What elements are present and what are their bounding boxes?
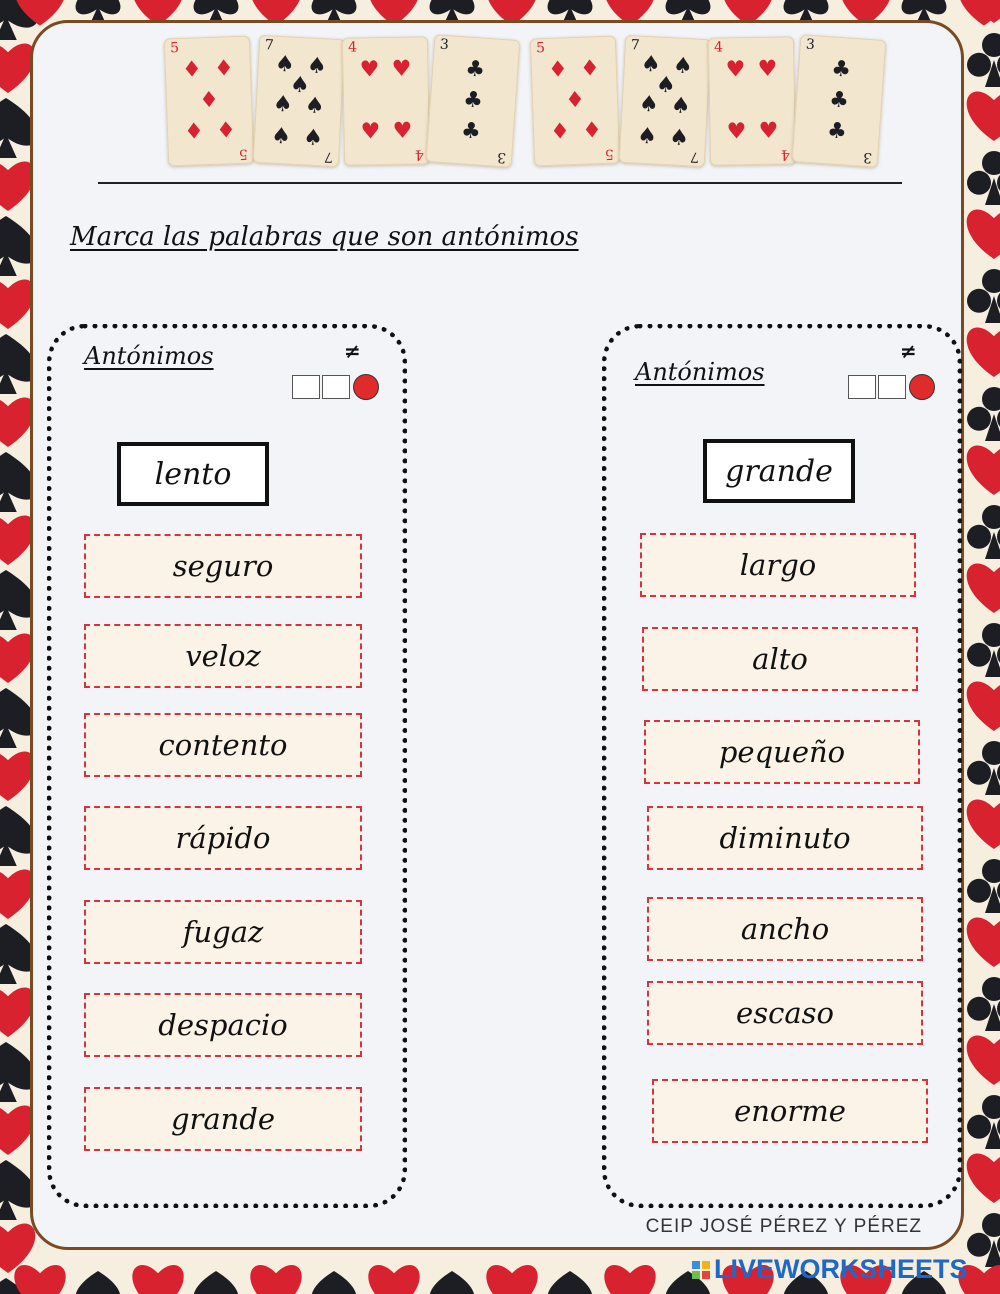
spade-pip-icon: ♠: [668, 125, 690, 152]
heart-pip-icon: ♥: [359, 57, 380, 83]
card-3-clubs: [426, 34, 521, 168]
heart-icon: [967, 799, 1000, 849]
card-rank: 3: [496, 148, 507, 166]
club-icon: [982, 623, 1000, 647]
heart-pip-icon: ♥: [726, 119, 747, 145]
option-fugaz[interactable]: fugaz: [84, 900, 362, 964]
spade-pip-icon: ♠: [289, 72, 311, 99]
card-rank: 7: [630, 37, 641, 54]
club-icon: [967, 289, 991, 313]
heart-icon: [967, 209, 1000, 259]
heart-icon: [250, 1265, 301, 1294]
spade-pip-icon: ♠: [638, 91, 660, 118]
key-word: lento: [117, 442, 269, 506]
heart-pip-icon: ♥: [360, 119, 381, 145]
card-4-hearts: [708, 36, 796, 165]
club-icon: [967, 407, 991, 431]
card-rank: 5: [604, 145, 615, 162]
heart-icon: [14, 1265, 65, 1294]
heart-pip-icon: ♥: [757, 56, 778, 82]
option-escaso[interactable]: escaso: [647, 981, 923, 1045]
red-dot-icon: [353, 374, 379, 400]
card-rank: 7: [323, 148, 334, 165]
club-icon: [967, 761, 991, 785]
empty-box-icon: [878, 375, 906, 399]
heart-icon: [486, 1265, 537, 1294]
spade-pip-icon: ♠: [272, 91, 294, 118]
card-rank: 3: [862, 148, 873, 166]
red-dot-icon: [909, 374, 935, 400]
club-icon: [982, 1213, 1000, 1237]
spade-pip-icon: ♠: [655, 72, 677, 99]
heart-icon: [967, 917, 1000, 967]
heart-icon: [967, 1035, 1000, 1085]
panel-title: Antónimos: [84, 342, 214, 370]
card-rank: 7: [264, 37, 275, 54]
club-icon: [982, 741, 1000, 765]
heart-pip-icon: ♥: [758, 118, 779, 144]
card-3-clubs: [792, 34, 887, 168]
option-alto[interactable]: alto: [642, 627, 918, 691]
club-icon: [967, 643, 991, 667]
club-pip-icon: ♣: [830, 56, 852, 83]
card-4-hearts: [342, 36, 430, 165]
card-7-spades: [253, 35, 346, 167]
card-rank: 4: [414, 146, 425, 163]
spade-pip-icon: ♠: [306, 53, 328, 80]
heart-icon: [967, 327, 1000, 377]
diamond-pip-icon: ♦: [549, 119, 571, 145]
option-enorme[interactable]: enorme: [652, 1079, 928, 1143]
club-icon: [982, 269, 1000, 293]
instruction-text: Marca las palabras que son antónimos: [70, 222, 579, 252]
club-icon: [982, 1095, 1000, 1119]
option-veloz[interactable]: veloz: [84, 624, 362, 688]
heart-pip-icon: ♥: [391, 56, 412, 82]
spade-pip-icon: ♠: [302, 125, 324, 152]
not-equal-icon: ≠: [344, 339, 361, 363]
club-icon: [967, 1115, 991, 1139]
club-icon: [982, 505, 1000, 529]
diamond-pip-icon: ♦: [564, 87, 586, 114]
card-5-diamonds: [530, 36, 620, 167]
spade-icon: [194, 1271, 239, 1294]
heart-pip-icon: ♥: [725, 57, 746, 83]
heart-icon: [967, 681, 1000, 731]
club-pip-icon: ♣: [460, 118, 482, 145]
card-rank: 4: [780, 146, 791, 163]
club-pip-icon: ♣: [828, 87, 850, 114]
key-word: grande: [703, 439, 855, 503]
liveworksheets-logo: [692, 1254, 968, 1285]
club-pip-icon: ♣: [462, 87, 484, 114]
diamond-pip-icon: ♦: [579, 56, 601, 82]
spade-pip-icon: ♠: [672, 53, 694, 80]
spade-pip-icon: ♠: [670, 93, 692, 120]
brand-text: LIVEWORKSHEETS: [714, 1254, 968, 1284]
option-seguro[interactable]: seguro: [84, 534, 362, 598]
club-pip-icon: ♣: [826, 118, 848, 145]
card-rank: 4: [347, 39, 358, 56]
card-rank: 7: [689, 148, 700, 165]
heart-icon: [967, 1153, 1000, 1203]
playing-cards-banner: [0, 0, 1000, 200]
diamond-pip-icon: ♦: [213, 56, 235, 82]
diamond-pip-icon: ♦: [547, 57, 569, 83]
option-ancho[interactable]: ancho: [647, 897, 923, 961]
diamond-pip-icon: ♦: [198, 87, 220, 114]
card-rank: 3: [439, 36, 450, 54]
header-divider: [98, 182, 902, 184]
empty-box-icon: [848, 375, 876, 399]
spade-icon: [312, 1271, 357, 1294]
option-pequeno[interactable]: pequeño: [644, 720, 920, 784]
card-rank: 5: [238, 145, 249, 162]
club-icon: [967, 525, 991, 549]
option-rapido[interactable]: rápido: [84, 806, 362, 870]
club-icon: [967, 1233, 991, 1257]
option-grande[interactable]: grande: [84, 1087, 362, 1151]
card-rank: 5: [169, 40, 180, 57]
heart-icon: [132, 1265, 183, 1294]
spade-icon: [76, 1271, 121, 1294]
card-7-spades: [619, 35, 712, 167]
liveworksheets-blocks-icon: [692, 1261, 710, 1279]
spade-icon: [430, 1271, 475, 1294]
heart-icon: [967, 563, 1000, 613]
answer-counter: [292, 374, 379, 400]
answer-counter: [848, 374, 935, 400]
club-icon: [967, 997, 991, 1021]
spade-pip-icon: ♠: [304, 93, 326, 120]
spade-pip-icon: ♠: [274, 51, 296, 78]
empty-box-icon: [292, 375, 320, 399]
club-pip-icon: ♣: [464, 56, 486, 83]
diamond-pip-icon: ♦: [581, 118, 603, 144]
option-diminuto[interactable]: diminuto: [647, 806, 923, 870]
not-equal-icon: ≠: [900, 339, 917, 363]
spade-icon: [548, 1271, 593, 1294]
card-rank: 3: [805, 36, 816, 54]
heart-icon: [604, 1265, 655, 1294]
heart-pip-icon: ♥: [392, 118, 413, 144]
diamond-pip-icon: ♦: [181, 57, 203, 83]
spade-pip-icon: ♠: [270, 123, 292, 150]
empty-box-icon: [322, 375, 350, 399]
card-rank: 4: [713, 39, 724, 56]
school-credit: CEIP JOSÉ PÉREZ Y PÉREZ: [645, 1216, 922, 1237]
heart-icon: [368, 1265, 419, 1294]
option-contento[interactable]: contento: [84, 713, 362, 777]
spade-pip-icon: ♠: [640, 51, 662, 78]
club-icon: [982, 387, 1000, 411]
panel-title: Antónimos: [635, 358, 765, 386]
card-rank: 5: [535, 40, 546, 57]
spade-pip-icon: ♠: [636, 123, 658, 150]
club-icon: [982, 977, 1000, 1001]
diamond-pip-icon: ♦: [183, 119, 205, 145]
club-icon: [967, 879, 991, 903]
club-icon: [982, 859, 1000, 883]
diamond-pip-icon: ♦: [215, 118, 237, 144]
heart-icon: [967, 445, 1000, 495]
heart-icon: [0, 1223, 35, 1273]
option-largo[interactable]: largo: [640, 533, 916, 597]
option-despacio[interactable]: despacio: [84, 993, 362, 1057]
card-5-diamonds: [164, 36, 254, 167]
